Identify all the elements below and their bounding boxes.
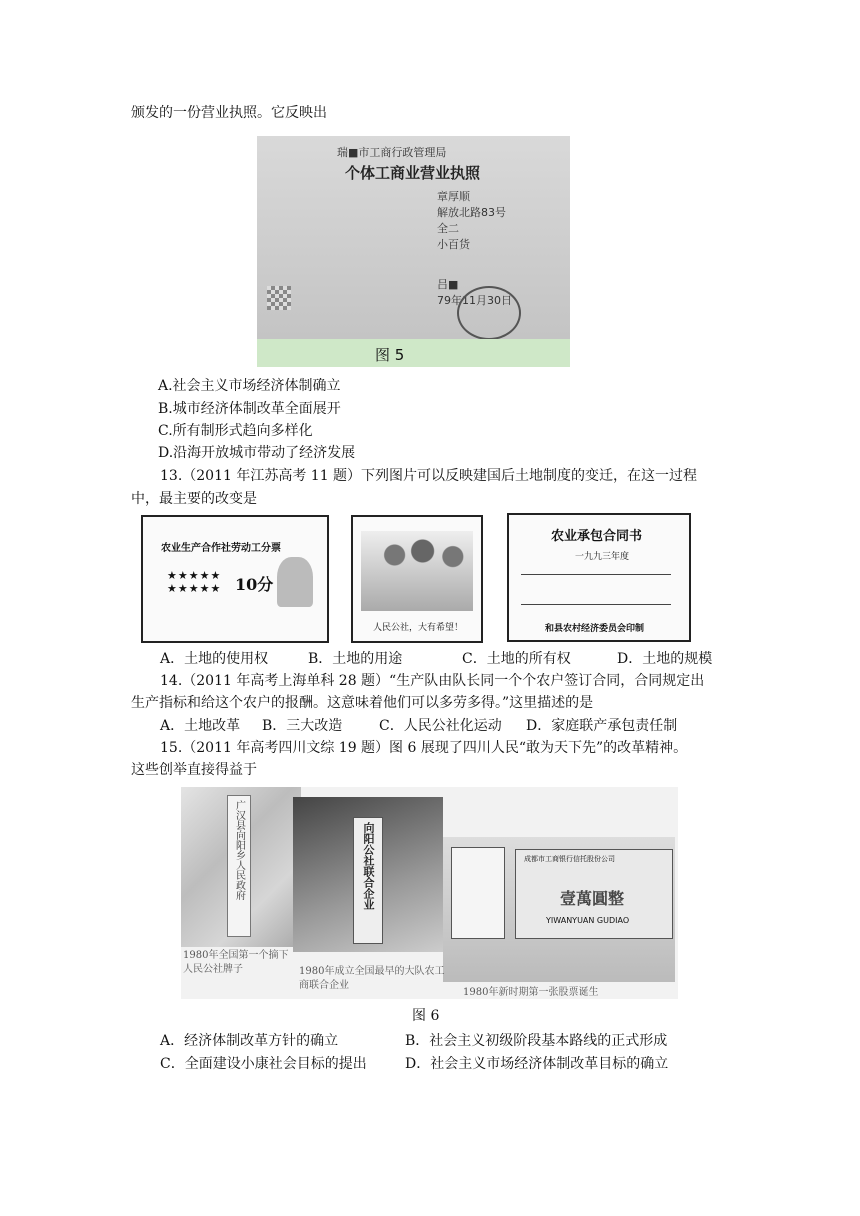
option-d: D.沿海开放城市带动了经济发展 — [158, 445, 356, 461]
official-seal — [457, 286, 521, 339]
q14-option-d: D．家庭联产承包责任制 — [526, 718, 678, 734]
figure-5-caption-bar — [257, 339, 570, 367]
poster-caption: 人民公社，大有希望！ — [373, 623, 464, 633]
contract-year: 一九九三年度 — [575, 552, 630, 562]
q13-option-b: B．土地的用途 — [308, 651, 403, 667]
contract-title: 农业承包合同书 — [551, 529, 643, 544]
ticket-value: 10分 — [235, 575, 274, 594]
license-field: 小百货 — [437, 238, 470, 251]
q13-option-c: C．土地的所有权 — [462, 651, 571, 667]
contract-lines — [521, 603, 671, 605]
ticket-title: 农业生产合作社劳动工分票 — [161, 543, 281, 554]
q13-option-d: D．土地的规模 — [617, 651, 713, 667]
q13-image-commune-poster — [351, 515, 483, 643]
q15-stem-line2: 这些创举直接得益于 — [131, 762, 257, 778]
q14-option-c: C．人民公社化运动 — [379, 718, 502, 734]
poster-people — [361, 531, 473, 611]
banner-text: 向阳公社联合企业 — [362, 822, 375, 910]
stock-pinyin: YIWANYUAN GUDIAO — [546, 916, 630, 925]
figure-6-caption: 图 6 — [412, 1008, 440, 1024]
license-field: 章厚顺 — [437, 190, 470, 203]
checker-pattern — [267, 286, 291, 310]
sign-board — [227, 795, 251, 937]
q13-image-contract — [507, 513, 691, 642]
q14-stem-line1: 14.（2011 年高考上海单科 28 题）“生产队由队长同一个个农户签订合同，合同规定出 — [160, 673, 705, 689]
q14-stem-line2: 生产指标和给这个农户的报酬。这意味着他们可以多劳多得。”这里描述的是 — [131, 695, 594, 711]
option-c: C.所有制形式趋向多样化 — [158, 423, 313, 439]
figure-5-caption: 图 5 — [375, 346, 405, 364]
stock-large-doc — [515, 849, 673, 939]
q13-image-workpoint-ticket — [141, 515, 329, 643]
license-field: 79年11月30日 — [437, 294, 512, 307]
license-header: 瑞■市工商行政管理局 — [337, 146, 447, 159]
stock-value: 壹萬圓整 — [560, 889, 625, 908]
q15-stem-line1: 15.（2011 年高考四川文综 19 题）图 6 展现了四川人民“敢为天下先”的改革精神。 — [160, 740, 688, 756]
q15-option-d: D．社会主义市场经济体制改革目标的确立 — [405, 1056, 669, 1072]
license-title: 个体工商业营业执照 — [345, 164, 481, 182]
q14-option-b: B．三大改造 — [262, 718, 343, 734]
contract-footer: 和县农村经济委员会印制 — [545, 624, 645, 634]
figure-6-photo-collage — [181, 787, 678, 999]
photo-enterprise-ceremony — [293, 797, 443, 952]
q13-stem-line1: 13.（2011 年江苏高考 11 题）下列图片可以反映建国后土地制度的变迁，在这一过程 — [160, 468, 698, 484]
photo-caption-2: 1980年成立全国最早的大队农工商联合企业 — [299, 966, 445, 991]
photo-stock-certificate — [443, 837, 675, 982]
q13-stem-line2: 中，最主要的改变是 — [131, 491, 257, 507]
q15-option-c: C．全面建设小康社会目标的提出 — [160, 1056, 367, 1072]
stock-bank: 成都市工商银行信托股份公司 — [524, 855, 615, 863]
photo-caption-1: 1980年全国第一个摘下人民公社牌子 — [183, 950, 289, 975]
photo-caption-3: 1980年新时期第一张股票诞生 — [463, 987, 599, 998]
option-a: A.社会主义市场经济体制确立 — [158, 378, 341, 394]
option-b: B.城市经济体制改革全面展开 — [158, 401, 341, 417]
stock-small-doc — [451, 847, 505, 939]
q15-option-b: B．社会主义初级阶段基本路线的正式形成 — [405, 1033, 668, 1049]
contract-lines — [521, 573, 671, 575]
banner — [353, 817, 383, 944]
license-field: 全二 — [437, 222, 459, 235]
ticket-figure — [277, 557, 313, 607]
sign-text: 广汉县向阳乡人民政府 — [233, 800, 245, 900]
license-field: 解放北路83号 — [437, 206, 506, 219]
photo-commune-sign — [181, 787, 301, 947]
q13-option-a: A．土地的使用权 — [160, 651, 269, 667]
q14-option-a: A．土地改革 — [160, 718, 241, 734]
intro-text: 颁发的一份营业执照。它反映出 — [131, 105, 327, 121]
q15-option-a: A．经济体制改革方针的确立 — [160, 1033, 339, 1049]
ticket-stars: ★★★★★ ★★★★★ — [167, 569, 222, 595]
license-field: 吕■ — [437, 278, 459, 291]
figure-5-license-photo — [257, 136, 570, 339]
